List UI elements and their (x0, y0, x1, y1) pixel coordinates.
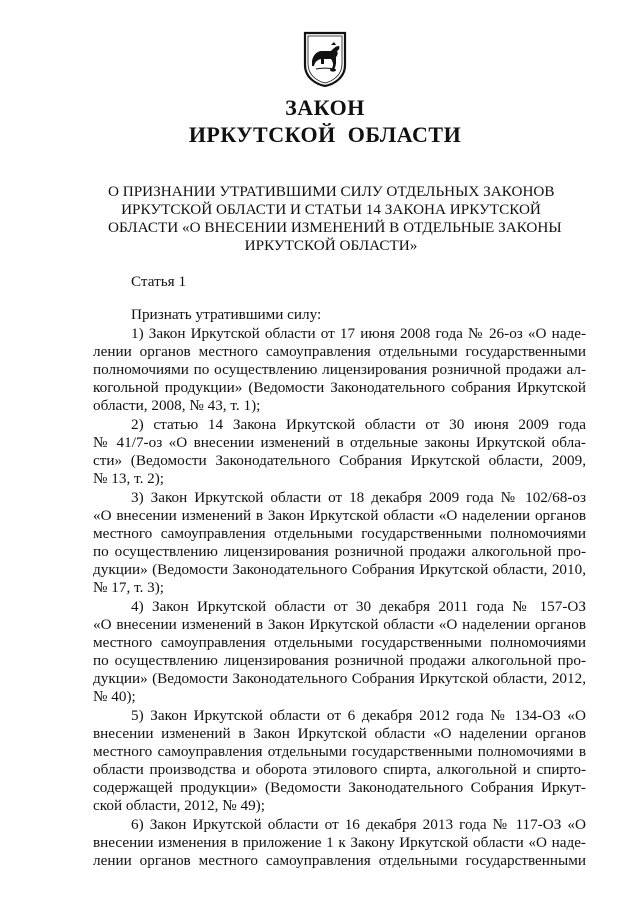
law-title: ЗАКОН (285, 95, 365, 120)
text-line: внесении изменений в Закон Иркутской области «О наделении органов (93, 725, 586, 742)
text-line: местного самоуправления отдельными государственными полномочиями в (93, 743, 586, 760)
text-line: лении органов местного самоуправления отдельными государственными (93, 852, 586, 869)
text-line: ской области, 2012, № 49); (93, 797, 265, 814)
list-item-3 (93, 489, 586, 597)
text-line: лении органов местного самоуправления отдельными государственными (93, 343, 586, 360)
text-line: № 17, т. 3); (93, 579, 165, 596)
text-line: 6) Закон Иркутской области от 16 декабря 2013 года № 117-ОЗ «О (131, 816, 586, 833)
subject-line: ИРКУТСКОЙ ОБЛАСТИ» (244, 237, 418, 254)
text-line: области, 2008, № 43, т. 1); (93, 397, 261, 414)
subject-line: ОБЛАСТИ «О ВНЕСЕНИИ ИЗМЕНЕНИЙ В ОТДЕЛЬНЫЕ ЗАКОНЫ (108, 219, 562, 236)
text-line: дукции» (Ведомости Законодательного Собрания Иркутской области, 2012, (93, 670, 586, 687)
law-region-title: ИРКУТСКОЙ ОБЛАСТИ (188, 122, 462, 147)
text-line: 2) статью 14 Закона Иркутской области от 30 июня 2009 года (131, 416, 586, 433)
text-line: 4) Закон Иркутской области от 30 декабря 2011 года № 157-ОЗ (131, 598, 586, 615)
text-line: области производства и оборота этилового спирта, алкогольной и спирто- (93, 761, 586, 778)
text-line: 5) Закон Иркутской области от 6 декабря 2012 года № 134-ОЗ «О (131, 707, 586, 724)
text-line: 1) Закон Иркутской области от 17 июня 2008 года № 26-оз «О наде- (131, 325, 586, 342)
article-body (93, 306, 586, 870)
subject-line: О ПРИЗНАНИИ УТРАТИВШИМИ СИЛУ ОТДЕЛЬНЫХ ЗАКОНОВ (108, 183, 555, 200)
text-line: «О внесении изменений в Закон Иркутской области «О наделении органов (93, 507, 586, 524)
text-line: по осуществлению лицензирования розничной продажи алкогольной про- (93, 543, 586, 560)
text-line: дукции» (Ведомости Законодательного Собрания Иркутской области, 2010, (93, 561, 586, 578)
text-line: местного самоуправления отдельными государственными полномочиями (93, 634, 586, 651)
intro-line: Признать утратившими силу: (131, 306, 322, 323)
list-item-5 (93, 707, 586, 815)
list-item-6 (93, 816, 586, 870)
text-line: 3) Закон Иркутской области от 18 декабря 2009 года № 102/68-оз (131, 489, 586, 506)
text-line: сти» (Ведомости Законодательного Собрания Иркутской области, 2009, (93, 452, 586, 469)
text-line: содержащей продукции» (Ведомости Законодательного Собрания Иркут- (93, 779, 586, 796)
text-line: № 40); (93, 688, 136, 705)
irkutsk-coat-of-arms-icon (303, 31, 347, 87)
law-subject (108, 183, 562, 255)
text-line: внесении изменения в приложение 1 к Закону Иркутской области «О наде- (93, 834, 586, 851)
text-line: № 13, т. 2); (93, 470, 165, 487)
text-line: полномочиями по осуществлению лицензирования розничной продажи ал- (93, 361, 586, 378)
text-line: по осуществлению лицензирования розничной продажи алкогольной про- (93, 652, 586, 669)
text-line: местного самоуправления отдельными государственными полномочиями (93, 525, 586, 542)
text-line: «О внесении изменений в Закон Иркутской области «О наделении органов (93, 616, 586, 633)
article-heading: Статья 1 (131, 273, 187, 290)
intro-paragraph (93, 306, 586, 324)
list-item-1 (93, 325, 586, 415)
subject-line: ИРКУТСКОЙ ОБЛАСТИ И СТАТЬИ 14 ЗАКОНА ИРКУТСКОЙ (121, 201, 541, 218)
list-item-4 (93, 598, 586, 706)
text-line: № 41/7-оз «О внесении изменений в отдельные законы Иркутской обла- (93, 434, 586, 451)
list-item-2 (93, 416, 586, 488)
text-line: когольной продукции» (Ведомости Законодательного собрания Иркутской (93, 379, 586, 396)
